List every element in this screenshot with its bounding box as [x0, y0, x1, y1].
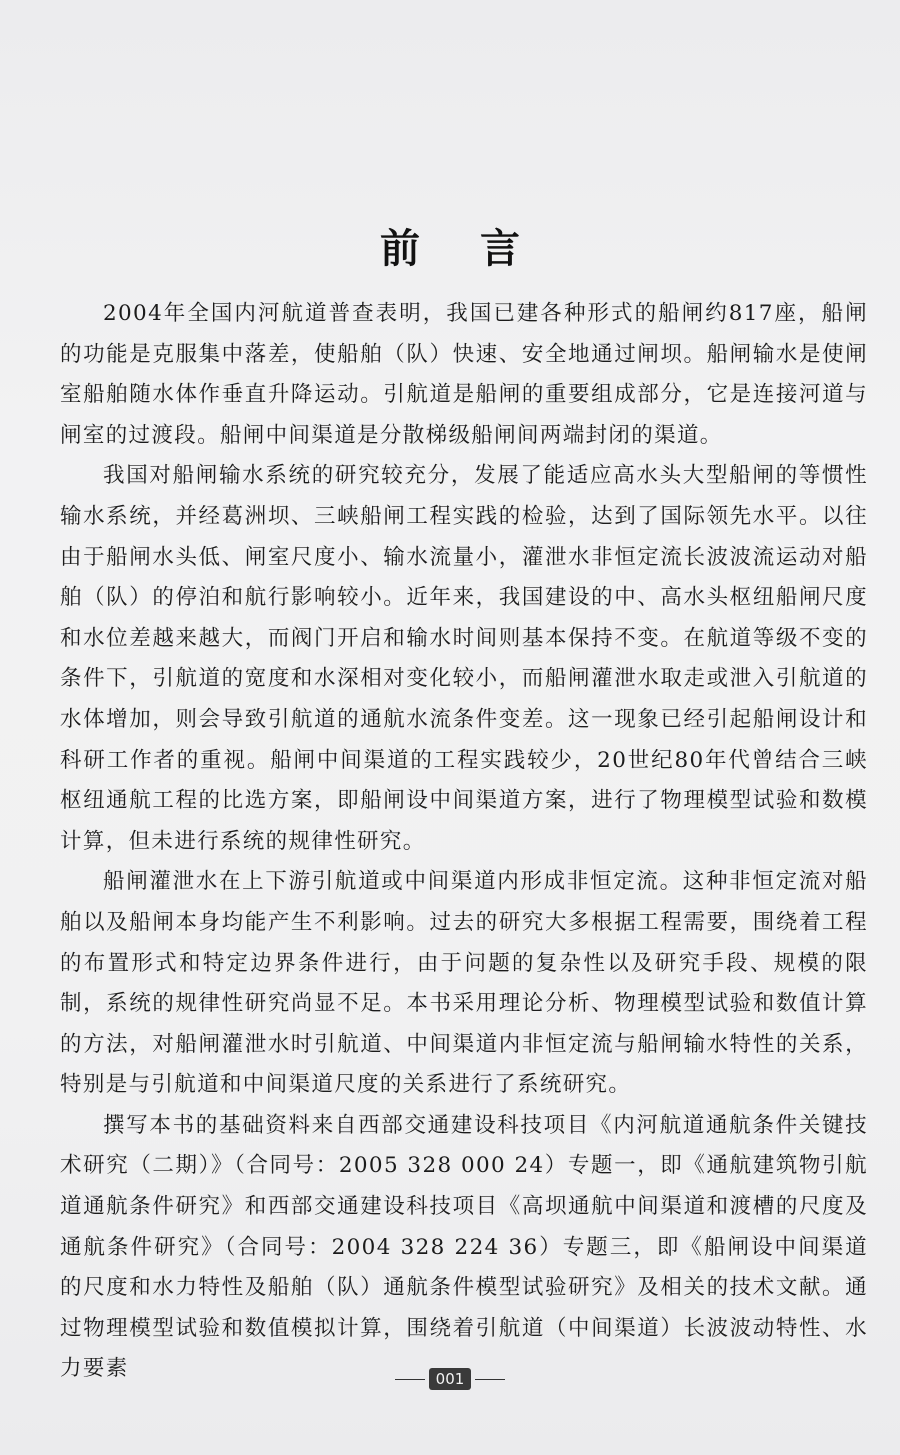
paragraph-2: 我国对船闸输水系统的研究较充分，发展了能适应高水头大型船闸的等惯性输水系统，并经葛洲坝、三峡船闸工程实践的检验，达到了国际领先水平。以往由于船闸水头低、闸室尺度小、输水流量小，灌泄水非恒定流长波波流运动对船舶（队）的停泊和航行影响较小。近年来，我国建设的中、高水头枢纽船闸尺度和水位差越来越大，而阀门开启和输水时间则基本保持不变。在航道等级不变的条件下，引航道的宽度和水深相对变化较小，而船闸灌泄水取走或泄入引航道的水体增加，则会导致引航道的通航水流条件变差。这一现象已经引起船闸设计和科研工作者的重视。船闸中间渠道的工程实践较少，20世纪80年代曾结合三峡枢纽通航工程的比选方案，即船闸设中间渠道方案，进行了物理模型试验和数模计算，但未进行系统的规律性研究。 [60, 463, 868, 854]
page-number: 001 [429, 1368, 472, 1390]
footer-rule-right [475, 1379, 505, 1380]
footer-rule-left [395, 1379, 425, 1380]
page-footer [0, 1364, 900, 1394]
body-text [60, 294, 868, 1390]
paragraph-3: 船闸灌泄水在上下游引航道或中间渠道内形成非恒定流。这种非恒定流对船舶以及船闸本身均能产生不利影响。过去的研究大多根据工程需要，围绕着工程的布置形式和特定边界条件进行，由于问题的复杂性以及研究手段、规模的限制，系统的规律性研究尚显不足。本书采用理论分析、物理模型试验和数值计算的方法，对船闸灌泄水时引航道、中间渠道内非恒定流与船闸输水特性的关系，特别是与引航道和中间渠道尺度的关系进行了系统研究。 [60, 869, 868, 1098]
paragraph-1: 2004年全国内河航道普查表明，我国已建各种形式的船闸约817座，船闸的功能是克服集中落差，使船舶（队）快速、安全地通过闸坝。船闸输水是使闸室船舶随水体作垂直升降运动。引航道是船闸的重要组成部分，它是连接河道与闸室的过渡段。船闸中间渠道是分散梯级船闸间两端封闭的渠道。 [60, 301, 868, 448]
paragraph-4: 撰写本书的基础资料来自西部交通建设科技项目《内河航道通航条件关键技术研究（二期）》（合同号：2005 328 000 24）专题一，即《通航建筑物引航道通航条件研究》和西部交通建设科技项目《高坝通航中间渠道和渡槽的尺度及通航条件研究》（合同号：2004 328 224 36）专题三，即《船闸设中间渠道的尺度和水力特性及船舶（队）通航条件模型试验研究》及相关的技术文献。通过物理模型试验和数值模拟计算，围绕着引航道（中间渠道）长波波动特性、水力要素 [60, 1112, 868, 1382]
page-title: 前言 [380, 224, 580, 272]
